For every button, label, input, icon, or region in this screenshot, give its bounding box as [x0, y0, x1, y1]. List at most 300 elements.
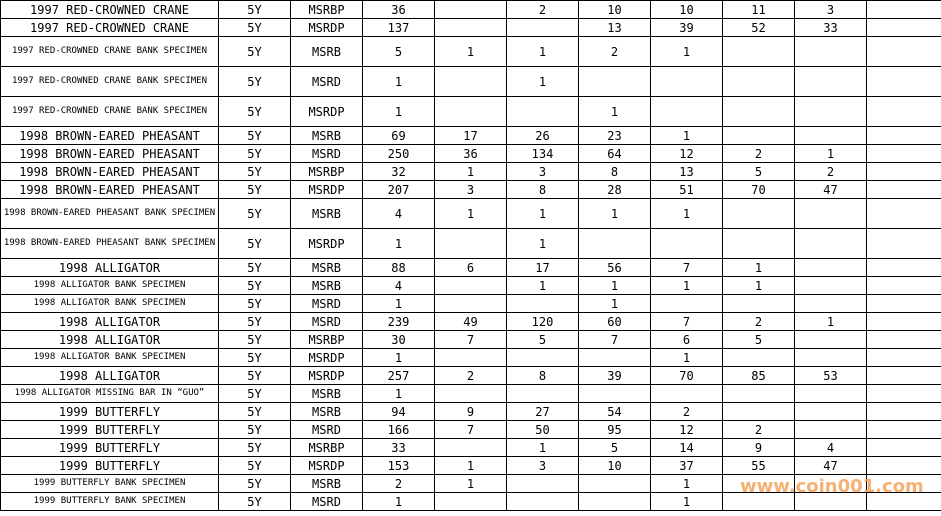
count-cell[interactable]: [867, 97, 941, 127]
count-cell[interactable]: 47: [795, 457, 867, 475]
count-cell[interactable]: 5: [579, 439, 651, 457]
type-cell[interactable]: MSRD: [291, 145, 363, 163]
count-cell[interactable]: [723, 97, 795, 127]
count-cell[interactable]: 2: [435, 367, 507, 385]
grade-cell[interactable]: 5Y: [219, 199, 291, 229]
count-cell[interactable]: 2: [723, 313, 795, 331]
count-cell[interactable]: [579, 229, 651, 259]
coin-name-cell[interactable]: 1999 BUTTERFLY: [1, 457, 219, 475]
count-cell[interactable]: 14: [651, 439, 723, 457]
count-cell[interactable]: 10: [579, 1, 651, 19]
table-row: [1, 421, 941, 439]
coin-name-cell[interactable]: 1998 BROWN-EARED PHEASANT: [1, 127, 219, 145]
count-cell[interactable]: 257: [363, 367, 435, 385]
count-cell[interactable]: 5: [723, 163, 795, 181]
count-cell[interactable]: [795, 67, 867, 97]
count-cell[interactable]: 1: [651, 475, 723, 493]
count-cell[interactable]: [795, 259, 867, 277]
coin-name-cell[interactable]: 1998 ALLIGATOR BANK SPECIMEN: [1, 277, 219, 295]
count-cell[interactable]: [651, 229, 723, 259]
count-cell[interactable]: 52: [723, 19, 795, 37]
type-cell[interactable]: MSRB: [291, 37, 363, 67]
table-row: [1, 475, 941, 493]
grade-cell[interactable]: 5Y: [219, 1, 291, 19]
count-cell[interactable]: [507, 19, 579, 37]
coin-name-cell[interactable]: 1998 ALLIGATOR: [1, 367, 219, 385]
grade-cell[interactable]: 5Y: [219, 259, 291, 277]
count-cell[interactable]: [435, 1, 507, 19]
count-cell[interactable]: 1: [651, 199, 723, 229]
count-cell[interactable]: 39: [579, 367, 651, 385]
count-cell[interactable]: [867, 145, 941, 163]
count-cell[interactable]: [435, 493, 507, 511]
coin-name-cell[interactable]: 1997 RED-CROWNED CRANE: [1, 19, 219, 37]
count-cell[interactable]: 7: [651, 313, 723, 331]
count-cell[interactable]: 55: [723, 457, 795, 475]
type-cell[interactable]: MSRDP: [291, 181, 363, 199]
count-cell[interactable]: 85: [723, 367, 795, 385]
count-cell[interactable]: [435, 67, 507, 97]
grade-cell[interactable]: 5Y: [219, 493, 291, 511]
count-cell[interactable]: [435, 229, 507, 259]
grade-cell[interactable]: 5Y: [219, 37, 291, 67]
count-cell[interactable]: 30: [363, 331, 435, 349]
coin-name-cell[interactable]: 1999 BUTTERFLY: [1, 439, 219, 457]
type-cell[interactable]: MSRBP: [291, 331, 363, 349]
grade-cell[interactable]: 5Y: [219, 349, 291, 367]
count-cell[interactable]: 1: [363, 493, 435, 511]
coin-name-cell[interactable]: 1999 BUTTERFLY: [1, 403, 219, 421]
table-row: [1, 295, 941, 313]
count-cell[interactable]: 1: [507, 37, 579, 67]
count-cell[interactable]: [867, 439, 941, 457]
table-row: [1, 67, 941, 97]
count-cell[interactable]: [867, 67, 941, 97]
count-cell[interactable]: [795, 385, 867, 403]
count-cell[interactable]: 250: [363, 145, 435, 163]
count-cell[interactable]: [579, 349, 651, 367]
count-cell[interactable]: 1: [507, 199, 579, 229]
count-cell[interactable]: [795, 349, 867, 367]
grade-cell[interactable]: 5Y: [219, 145, 291, 163]
table-row: [1, 403, 941, 421]
count-cell[interactable]: 1: [579, 199, 651, 229]
coin-name-cell[interactable]: 1998 BROWN-EARED PHEASANT: [1, 145, 219, 163]
count-cell[interactable]: 207: [363, 181, 435, 199]
count-cell[interactable]: 50: [507, 421, 579, 439]
count-cell[interactable]: [651, 67, 723, 97]
count-cell[interactable]: 1: [651, 277, 723, 295]
coin-name-cell[interactable]: 1998 ALLIGATOR BANK SPECIMEN: [1, 349, 219, 367]
count-cell[interactable]: 3: [507, 457, 579, 475]
type-cell[interactable]: MSRD: [291, 493, 363, 511]
count-cell[interactable]: 32: [363, 163, 435, 181]
count-cell[interactable]: [867, 277, 941, 295]
table-row: [1, 457, 941, 475]
count-cell[interactable]: [579, 475, 651, 493]
count-cell[interactable]: 7: [435, 331, 507, 349]
count-cell[interactable]: 166: [363, 421, 435, 439]
coin-name-cell[interactable]: 1997 RED-CROWNED CRANE: [1, 1, 219, 19]
count-cell[interactable]: 6: [435, 259, 507, 277]
count-cell[interactable]: [723, 403, 795, 421]
type-cell[interactable]: MSRD: [291, 313, 363, 331]
count-cell[interactable]: [723, 127, 795, 145]
coin-name-cell[interactable]: 1997 RED-CROWNED CRANE BANK SPECIMEN: [1, 67, 219, 97]
grade-cell[interactable]: 5Y: [219, 403, 291, 421]
count-cell[interactable]: 1: [795, 145, 867, 163]
coin-name-cell[interactable]: 1998 BROWN-EARED PHEASANT: [1, 181, 219, 199]
count-cell[interactable]: 2: [723, 421, 795, 439]
count-cell[interactable]: 1: [507, 67, 579, 97]
type-cell[interactable]: MSRDP: [291, 349, 363, 367]
count-cell[interactable]: 7: [579, 331, 651, 349]
count-cell[interactable]: 1: [651, 127, 723, 145]
coin-name-cell[interactable]: 1998 ALLIGATOR: [1, 331, 219, 349]
count-cell[interactable]: 1: [579, 277, 651, 295]
count-cell[interactable]: 33: [795, 19, 867, 37]
count-cell[interactable]: 36: [435, 145, 507, 163]
count-cell[interactable]: 1: [363, 229, 435, 259]
count-cell[interactable]: [795, 229, 867, 259]
count-cell[interactable]: [867, 331, 941, 349]
table-row: [1, 313, 941, 331]
type-cell[interactable]: MSRDP: [291, 367, 363, 385]
grade-cell[interactable]: 5Y: [219, 313, 291, 331]
type-cell[interactable]: MSRB: [291, 277, 363, 295]
count-cell[interactable]: 2: [507, 1, 579, 19]
count-cell[interactable]: [435, 97, 507, 127]
count-cell[interactable]: 1: [651, 493, 723, 511]
count-cell[interactable]: 17: [435, 127, 507, 145]
count-cell[interactable]: 3: [507, 163, 579, 181]
coin-name-cell[interactable]: 1998 ALLIGATOR BANK SPECIMEN: [1, 295, 219, 313]
count-cell[interactable]: 54: [579, 403, 651, 421]
table-body: [1, 1, 941, 511]
count-cell[interactable]: [795, 331, 867, 349]
table-row: [1, 277, 941, 295]
count-cell[interactable]: 1: [579, 295, 651, 313]
count-cell[interactable]: [435, 277, 507, 295]
count-cell[interactable]: [723, 493, 795, 511]
count-cell[interactable]: 1: [507, 277, 579, 295]
type-cell[interactable]: MSRB: [291, 475, 363, 493]
table-row: [1, 37, 941, 67]
count-cell[interactable]: 3: [435, 181, 507, 199]
count-cell[interactable]: 12: [651, 145, 723, 163]
count-cell[interactable]: 88: [363, 259, 435, 277]
count-cell[interactable]: [795, 97, 867, 127]
count-cell[interactable]: [507, 295, 579, 313]
count-cell[interactable]: [435, 439, 507, 457]
count-cell[interactable]: [867, 349, 941, 367]
grade-cell[interactable]: 5Y: [219, 475, 291, 493]
count-cell[interactable]: [723, 295, 795, 313]
count-cell[interactable]: [867, 199, 941, 229]
type-cell[interactable]: MSRB: [291, 127, 363, 145]
table-row: [1, 97, 941, 127]
table-row: [1, 181, 941, 199]
count-cell[interactable]: 7: [435, 421, 507, 439]
count-cell[interactable]: 3: [795, 1, 867, 19]
count-cell[interactable]: 4: [795, 439, 867, 457]
type-cell[interactable]: MSRBP: [291, 1, 363, 19]
count-cell[interactable]: 70: [651, 367, 723, 385]
table-row: [1, 199, 941, 229]
count-cell[interactable]: 12: [651, 421, 723, 439]
count-cell[interactable]: 4: [363, 199, 435, 229]
count-cell[interactable]: 1: [507, 439, 579, 457]
count-cell[interactable]: 49: [435, 313, 507, 331]
count-cell[interactable]: 1: [651, 37, 723, 67]
count-cell[interactable]: [795, 37, 867, 67]
coin-name-cell[interactable]: 1997 RED-CROWNED CRANE BANK SPECIMEN: [1, 97, 219, 127]
count-cell[interactable]: 10: [579, 457, 651, 475]
type-cell[interactable]: MSRB: [291, 259, 363, 277]
count-cell[interactable]: [723, 475, 795, 493]
grade-cell[interactable]: 5Y: [219, 67, 291, 97]
grade-cell[interactable]: 5Y: [219, 163, 291, 181]
count-cell[interactable]: 2: [651, 403, 723, 421]
count-cell[interactable]: [435, 19, 507, 37]
count-cell[interactable]: [867, 475, 941, 493]
count-cell[interactable]: 70: [723, 181, 795, 199]
coin-name-cell[interactable]: 1998 BROWN-EARED PHEASANT: [1, 163, 219, 181]
count-cell[interactable]: [795, 295, 867, 313]
count-cell[interactable]: 33: [363, 439, 435, 457]
grade-cell[interactable]: 5Y: [219, 457, 291, 475]
grade-cell[interactable]: 5Y: [219, 367, 291, 385]
count-cell[interactable]: 1: [363, 67, 435, 97]
type-cell[interactable]: MSRB: [291, 403, 363, 421]
count-cell[interactable]: 7: [651, 259, 723, 277]
count-cell[interactable]: [651, 97, 723, 127]
type-cell[interactable]: MSRBP: [291, 439, 363, 457]
coin-name-cell[interactable]: 1997 RED-CROWNED CRANE BANK SPECIMEN: [1, 37, 219, 67]
count-cell[interactable]: 1: [579, 97, 651, 127]
count-cell[interactable]: [795, 199, 867, 229]
count-cell[interactable]: [867, 163, 941, 181]
coin-name-cell[interactable]: 1999 BUTTERFLY: [1, 421, 219, 439]
grade-cell[interactable]: 5Y: [219, 181, 291, 199]
grade-cell[interactable]: 5Y: [219, 295, 291, 313]
count-cell[interactable]: 26: [507, 127, 579, 145]
count-cell[interactable]: 8: [507, 181, 579, 199]
count-cell[interactable]: 11: [723, 1, 795, 19]
count-cell[interactable]: [867, 181, 941, 199]
watermark: www.coin001.com: [740, 476, 924, 497]
type-cell[interactable]: MSRDP: [291, 19, 363, 37]
count-cell[interactable]: [867, 229, 941, 259]
grade-cell[interactable]: 5Y: [219, 331, 291, 349]
table-row: [1, 127, 941, 145]
count-cell[interactable]: 17: [507, 259, 579, 277]
count-cell[interactable]: 23: [579, 127, 651, 145]
count-cell[interactable]: 53: [795, 367, 867, 385]
count-cell[interactable]: 1: [435, 457, 507, 475]
count-cell[interactable]: 9: [723, 439, 795, 457]
table-row: [1, 145, 941, 163]
count-cell[interactable]: [867, 457, 941, 475]
count-cell[interactable]: 239: [363, 313, 435, 331]
count-cell[interactable]: [795, 475, 867, 493]
count-cell[interactable]: 47: [795, 181, 867, 199]
coin-name-cell[interactable]: 1999 BUTTERFLY BANK SPECIMEN: [1, 475, 219, 493]
grade-cell[interactable]: 5Y: [219, 385, 291, 403]
type-cell[interactable]: MSRB: [291, 385, 363, 403]
table-row: [1, 331, 941, 349]
type-cell[interactable]: MSRDP: [291, 457, 363, 475]
count-cell[interactable]: 134: [507, 145, 579, 163]
type-cell[interactable]: MSRDP: [291, 229, 363, 259]
count-cell[interactable]: [867, 127, 941, 145]
count-cell[interactable]: 28: [579, 181, 651, 199]
count-cell[interactable]: 1: [435, 163, 507, 181]
count-cell[interactable]: 2: [795, 163, 867, 181]
grade-cell[interactable]: 5Y: [219, 277, 291, 295]
type-cell[interactable]: MSRD: [291, 295, 363, 313]
count-cell[interactable]: 69: [363, 127, 435, 145]
count-cell[interactable]: 1: [363, 385, 435, 403]
coin-name-cell[interactable]: 1998 ALLIGATOR MISSING BAR IN “GUO”: [1, 385, 219, 403]
count-cell[interactable]: [795, 403, 867, 421]
count-cell[interactable]: [507, 349, 579, 367]
count-cell[interactable]: 2: [579, 37, 651, 67]
count-cell[interactable]: [651, 295, 723, 313]
coin-name-cell[interactable]: 1998 ALLIGATOR: [1, 259, 219, 277]
count-cell[interactable]: 8: [507, 367, 579, 385]
count-cell[interactable]: 51: [651, 181, 723, 199]
count-cell[interactable]: [651, 385, 723, 403]
count-cell[interactable]: 4: [363, 277, 435, 295]
count-cell[interactable]: [867, 367, 941, 385]
table-row: [1, 1, 941, 19]
count-cell[interactable]: [867, 385, 941, 403]
type-cell[interactable]: MSRBP: [291, 163, 363, 181]
table-row: [1, 259, 941, 277]
count-cell[interactable]: [507, 385, 579, 403]
count-cell[interactable]: [795, 127, 867, 145]
count-cell[interactable]: 1: [363, 97, 435, 127]
grade-cell[interactable]: 5Y: [219, 97, 291, 127]
count-cell[interactable]: [723, 199, 795, 229]
coin-name-cell[interactable]: 1998 BROWN-EARED PHEASANT BANK SPECIMEN: [1, 229, 219, 259]
coin-name-cell[interactable]: 1998 ALLIGATOR: [1, 313, 219, 331]
count-cell[interactable]: 120: [507, 313, 579, 331]
count-cell[interactable]: 1: [507, 229, 579, 259]
count-cell[interactable]: 5: [363, 37, 435, 67]
count-cell[interactable]: [867, 37, 941, 67]
grade-cell[interactable]: 5Y: [219, 127, 291, 145]
count-cell[interactable]: [723, 67, 795, 97]
count-cell[interactable]: [723, 37, 795, 67]
table-row: [1, 493, 941, 511]
count-cell[interactable]: [507, 493, 579, 511]
count-cell[interactable]: [435, 295, 507, 313]
count-cell[interactable]: 6: [651, 331, 723, 349]
table-row: [1, 439, 941, 457]
count-cell[interactable]: 95: [579, 421, 651, 439]
coin-name-cell[interactable]: 1998 BROWN-EARED PHEASANT BANK SPECIMEN: [1, 199, 219, 229]
count-cell[interactable]: 1: [723, 259, 795, 277]
count-cell[interactable]: 9: [435, 403, 507, 421]
count-cell[interactable]: [579, 493, 651, 511]
count-cell[interactable]: 10: [651, 1, 723, 19]
table-row: [1, 229, 941, 259]
count-cell[interactable]: 56: [579, 259, 651, 277]
count-cell[interactable]: [867, 403, 941, 421]
count-cell[interactable]: 1: [723, 277, 795, 295]
count-cell[interactable]: 2: [363, 475, 435, 493]
count-cell[interactable]: 39: [651, 19, 723, 37]
count-cell[interactable]: [795, 493, 867, 511]
count-cell[interactable]: 60: [579, 313, 651, 331]
count-cell[interactable]: [723, 385, 795, 403]
count-cell[interactable]: [867, 1, 941, 19]
count-cell[interactable]: 2: [723, 145, 795, 163]
count-cell[interactable]: 1: [651, 349, 723, 367]
count-cell[interactable]: [723, 229, 795, 259]
grade-cell[interactable]: 5Y: [219, 439, 291, 457]
count-cell[interactable]: [579, 67, 651, 97]
count-cell[interactable]: 8: [579, 163, 651, 181]
count-cell[interactable]: 1: [435, 199, 507, 229]
count-cell[interactable]: [795, 277, 867, 295]
grade-cell[interactable]: 5Y: [219, 229, 291, 259]
count-cell[interactable]: [579, 385, 651, 403]
type-cell[interactable]: MSRD: [291, 421, 363, 439]
count-cell[interactable]: [507, 475, 579, 493]
count-cell[interactable]: 5: [723, 331, 795, 349]
count-cell[interactable]: 1: [363, 295, 435, 313]
count-cell[interactable]: 153: [363, 457, 435, 475]
coin-name-cell[interactable]: 1999 BUTTERFLY BANK SPECIMEN: [1, 493, 219, 511]
count-cell[interactable]: 27: [507, 403, 579, 421]
type-cell[interactable]: MSRD: [291, 67, 363, 97]
count-cell[interactable]: 137: [363, 19, 435, 37]
count-cell[interactable]: 13: [579, 19, 651, 37]
count-cell[interactable]: [867, 313, 941, 331]
count-cell[interactable]: 64: [579, 145, 651, 163]
count-cell[interactable]: [507, 97, 579, 127]
table-row: [1, 19, 941, 37]
count-cell[interactable]: 1: [795, 313, 867, 331]
count-cell[interactable]: [795, 421, 867, 439]
table-row: [1, 163, 941, 181]
count-cell[interactable]: 1: [435, 37, 507, 67]
count-cell[interactable]: [867, 493, 941, 511]
count-cell[interactable]: 94: [363, 403, 435, 421]
count-cell[interactable]: 36: [363, 1, 435, 19]
count-cell[interactable]: 1: [435, 475, 507, 493]
grade-cell[interactable]: 5Y: [219, 421, 291, 439]
table-row: [1, 385, 941, 403]
count-cell[interactable]: [435, 349, 507, 367]
count-cell[interactable]: 5: [507, 331, 579, 349]
count-cell[interactable]: 1: [363, 349, 435, 367]
count-cell[interactable]: [867, 295, 941, 313]
count-cell[interactable]: 13: [651, 163, 723, 181]
count-cell[interactable]: [435, 385, 507, 403]
grade-cell[interactable]: 5Y: [219, 19, 291, 37]
type-cell[interactable]: MSRB: [291, 199, 363, 229]
count-cell[interactable]: [867, 19, 941, 37]
type-cell[interactable]: MSRDP: [291, 97, 363, 127]
count-cell[interactable]: 37: [651, 457, 723, 475]
count-cell[interactable]: [867, 421, 941, 439]
count-cell[interactable]: [867, 259, 941, 277]
count-cell[interactable]: [723, 349, 795, 367]
